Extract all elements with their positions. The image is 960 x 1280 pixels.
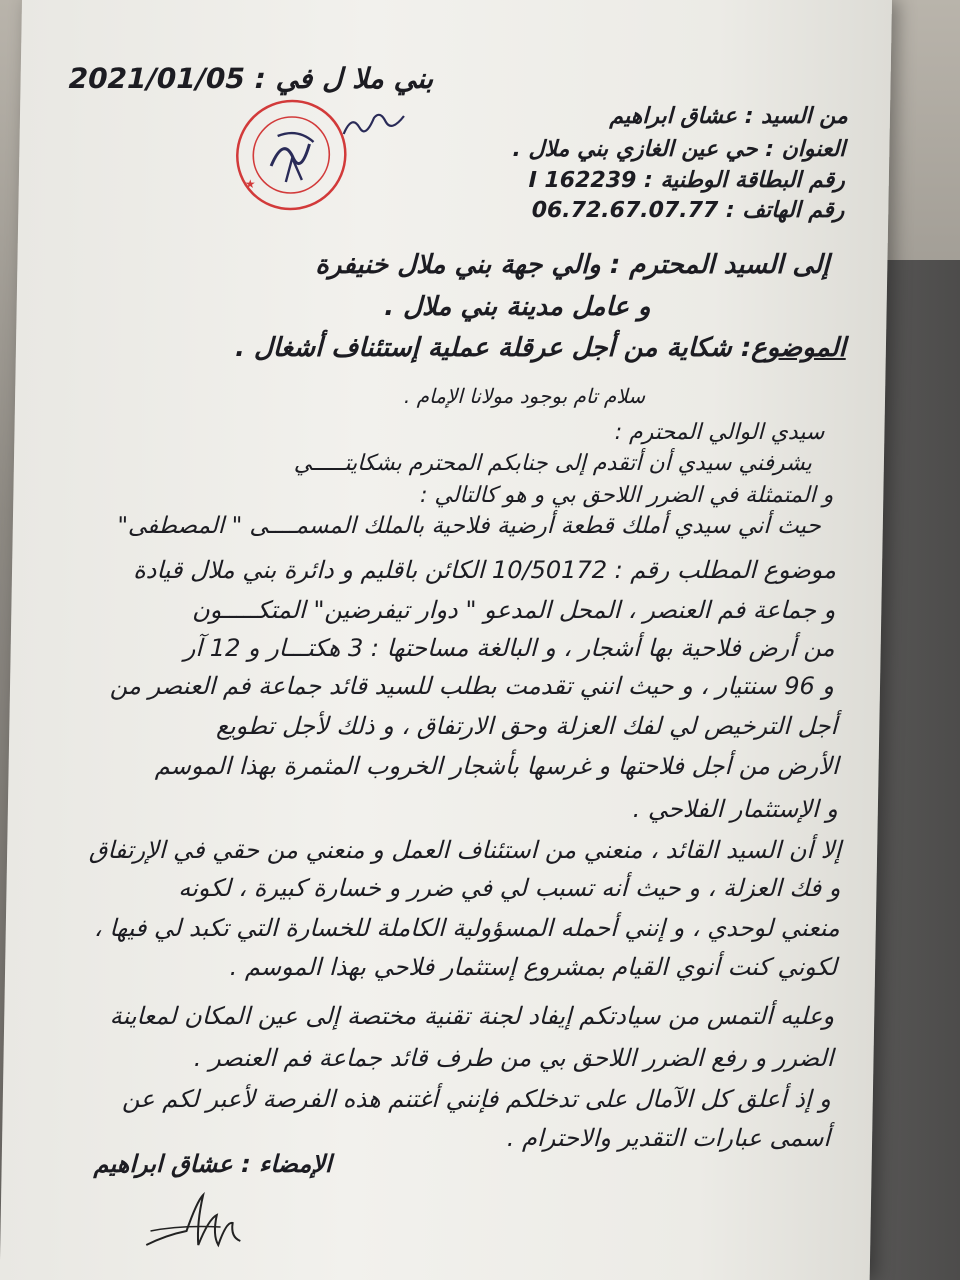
sender-address: العنوان : حي عين الغازي بني ملال . <box>512 137 846 162</box>
body-line: يشرفني سيدي أن أتقدم إلى جنابكم المحترم بشكايتـــــي <box>293 451 813 476</box>
sender-id: رقم البطاقة الوطنية : I 162239 <box>528 168 846 193</box>
handwritten-signature-icon <box>140 1185 251 1265</box>
subject-text: : شكاية من أجل عرقلة عملية إستئناف أشغال . <box>234 333 752 363</box>
body-line: أجل الترخيص لي لفك العزلة وحق الارتفاق ، و ذلك لأجل تطويع <box>215 712 838 740</box>
body-line: و إذ أعلق كل الآمال على تدخلكم فإنني أغتنم هذه الفرصة لأعبر لكم عن <box>121 1085 832 1113</box>
recipient-line-1: إلى السيد المحترم : والي جهة بني ملال خنيفرة <box>315 250 830 280</box>
recipient-line-2: و عامل مدينة بني ملال . <box>383 292 651 322</box>
body-line: الضرر و رفع الضرر اللاحق بي من طرف قائد جماعة فم العنصر . <box>193 1044 834 1072</box>
subject-line <box>235 333 846 363</box>
body-line: و 96 سنتيار ، و حيث انني تقدمت بطلب للسيد قائد جماعة فم العنصر من <box>109 672 835 700</box>
body-line: من أرض فلاحية بها أشجار ، و البالغة مساحتها : 3 هكتـــار و 12 آر <box>183 634 835 662</box>
body-line: موضوع المطلب رقم : 10/50172 الكائن باقليم و دائرة بني ملال قيادة <box>132 556 837 584</box>
signature-line: الإمضاء : عشاق ابراهيم <box>93 1150 332 1178</box>
svg-text:★: ★ <box>244 177 256 191</box>
salutation: سيدي الوالي المحترم : <box>614 420 825 445</box>
body-line: و الإستثمار الفلاحي . <box>632 795 839 823</box>
handwritten-mark-icon <box>339 104 410 144</box>
official-stamp-icon <box>230 96 352 214</box>
body-line: لكوني كنت أنوي القيام بمشروع إستثمار فلاحي بهذا الموسم . <box>229 953 838 981</box>
body-line: أسمى عبارات التقدير والاحترام . <box>506 1124 831 1152</box>
greeting: سلام تام بوجود مولانا الإمام . <box>403 384 646 408</box>
sender-phone: رقم الهاتف : 06.72.67.07.77 <box>531 198 845 223</box>
body-line: منعني لوحدي ، و إنني أحمله المسؤولية الكاملة للخسارة التي تكبد لي فيها ، <box>93 914 841 942</box>
body-line: إلا أن السيد القائد ، منعني من استئناف العمل و منعني من حقي في الإرتفاق <box>88 836 842 864</box>
body-line: و المتمثلة في الضرر اللاحق بي و هو كالتالي : <box>419 483 834 508</box>
body-line: و جماعة فم العنصر ، المحل المدعو " دوار تيفرضين" المتكـــــون <box>191 596 836 624</box>
body-line: الأرض من أجل فلاحتها و غرسها بأشجار الخروب المثمرة بهذا الموسم <box>154 752 839 780</box>
body-line: و فك العزلة ، و حيث أنه تسبب لي في ضرر و خسارة كبيرة ، لكونه <box>178 874 841 902</box>
date-line: بني ملا ل في : 2021/01/05 <box>68 62 434 95</box>
sender-name: من السيد : عشاق ابراهيم <box>609 104 849 129</box>
subject-label: الموضوع <box>751 333 847 363</box>
body-line: وعليه ألتمس من سيادتكم إيفاد لجنة تقنية مختصة إلى عين المكان لمعاينة <box>109 1002 835 1030</box>
body-line: حيث أني سيدي أملك قطعة أرضية فلاحية بالملك المسمــــى " المصطفى" <box>117 513 822 539</box>
